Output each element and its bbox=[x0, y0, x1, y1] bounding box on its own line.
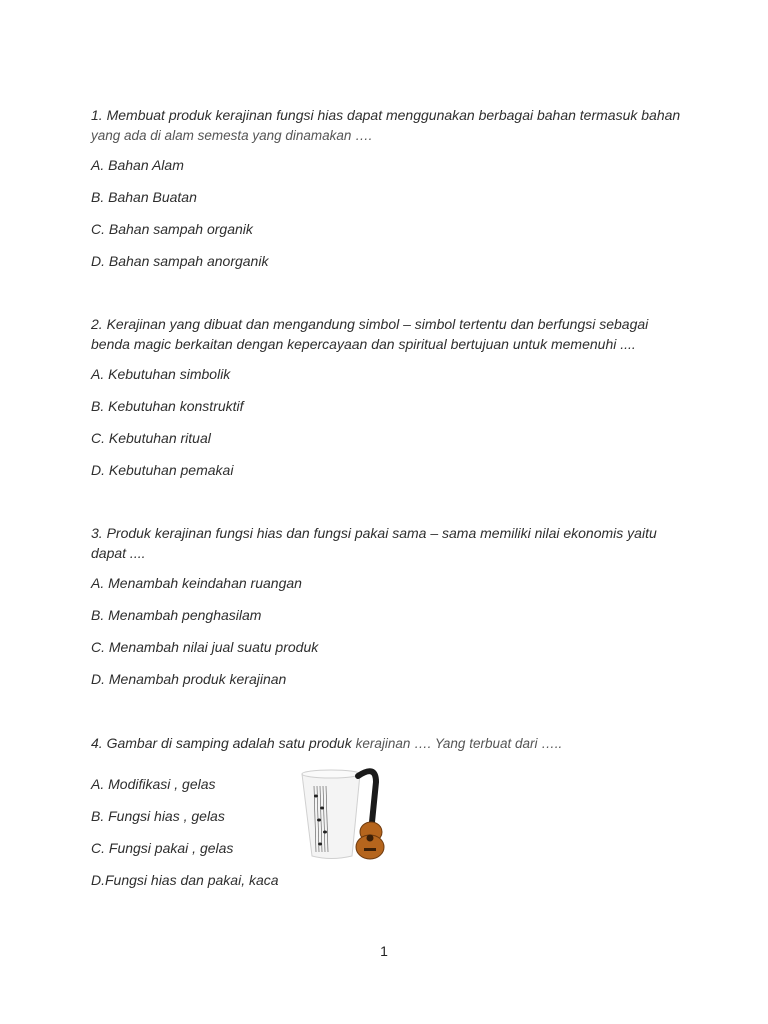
question-2-option-b: B. Kebutuhan konstruktif bbox=[91, 398, 244, 414]
question-3-option-c: C. Menambah nilai jual suatu produk bbox=[91, 639, 319, 655]
question-4-option-d: D.Fungsi hias dan pakai, kaca bbox=[91, 872, 279, 888]
question-2-text: Kerajinan yang dibuat dan mengandung simbol – simbol tertentu dan berfungsi sebagai benda magic berkaitan dengan kepercayaan dan spiritual bertujuan untuk memenuhi .... bbox=[91, 316, 649, 352]
question-3-text: Produk kerajinan fungsi hias dan fungsi pakai sama – sama memiliki nilai ekonomis yaitu dapat .... bbox=[91, 525, 657, 561]
question-1-number: 1. bbox=[91, 107, 103, 123]
question-4 bbox=[91, 733, 691, 754]
question-4-text-soft: kerajinan …. Yang terbuat dari ….. bbox=[355, 736, 563, 751]
question-3-number: 3. bbox=[91, 525, 103, 541]
question-1-option-c: C. Bahan sampah organik bbox=[91, 221, 253, 237]
question-1-option-b: B. Bahan Buatan bbox=[91, 189, 197, 205]
question-3-option-b: B. Menambah penghasilam bbox=[91, 607, 262, 623]
question-3-option-a: A. Menambah keindahan ruangan bbox=[91, 575, 302, 591]
question-4-text: Gambar di samping adalah satu produk bbox=[106, 735, 356, 751]
question-1-option-d: D. Bahan sampah anorganik bbox=[91, 253, 269, 269]
question-4-number: 4. bbox=[91, 735, 103, 751]
guitar-mug-icon bbox=[272, 760, 412, 865]
question-2-option-a: A. Kebutuhan simbolik bbox=[91, 366, 231, 382]
question-2-number: 2. bbox=[91, 316, 103, 332]
question-3-option-d: D. Menambah produk kerajinan bbox=[91, 671, 287, 687]
page-number: 1 bbox=[380, 943, 388, 959]
question-3 bbox=[91, 523, 691, 563]
question-1-option-a: A. Bahan Alam bbox=[91, 157, 184, 173]
question-2 bbox=[91, 314, 691, 354]
question-2-option-d: D. Kebutuhan pemakai bbox=[91, 462, 234, 478]
question-1-text: Membuat produk kerajinan fungsi hias dapat menggunakan berbagai bahan termasuk bahan bbox=[106, 107, 681, 123]
question-4-option-a: A. Modifikasi , gelas bbox=[91, 776, 216, 792]
question-4-option-c: C. Fungsi pakai , gelas bbox=[91, 840, 234, 856]
question-4-option-b: B. Fungsi hias , gelas bbox=[91, 808, 225, 824]
question-1-text-soft: yang ada di alam semesta yang dinamakan …. bbox=[91, 128, 373, 143]
question-1 bbox=[91, 105, 691, 146]
question-2-option-c: C. Kebutuhan ritual bbox=[91, 430, 211, 446]
